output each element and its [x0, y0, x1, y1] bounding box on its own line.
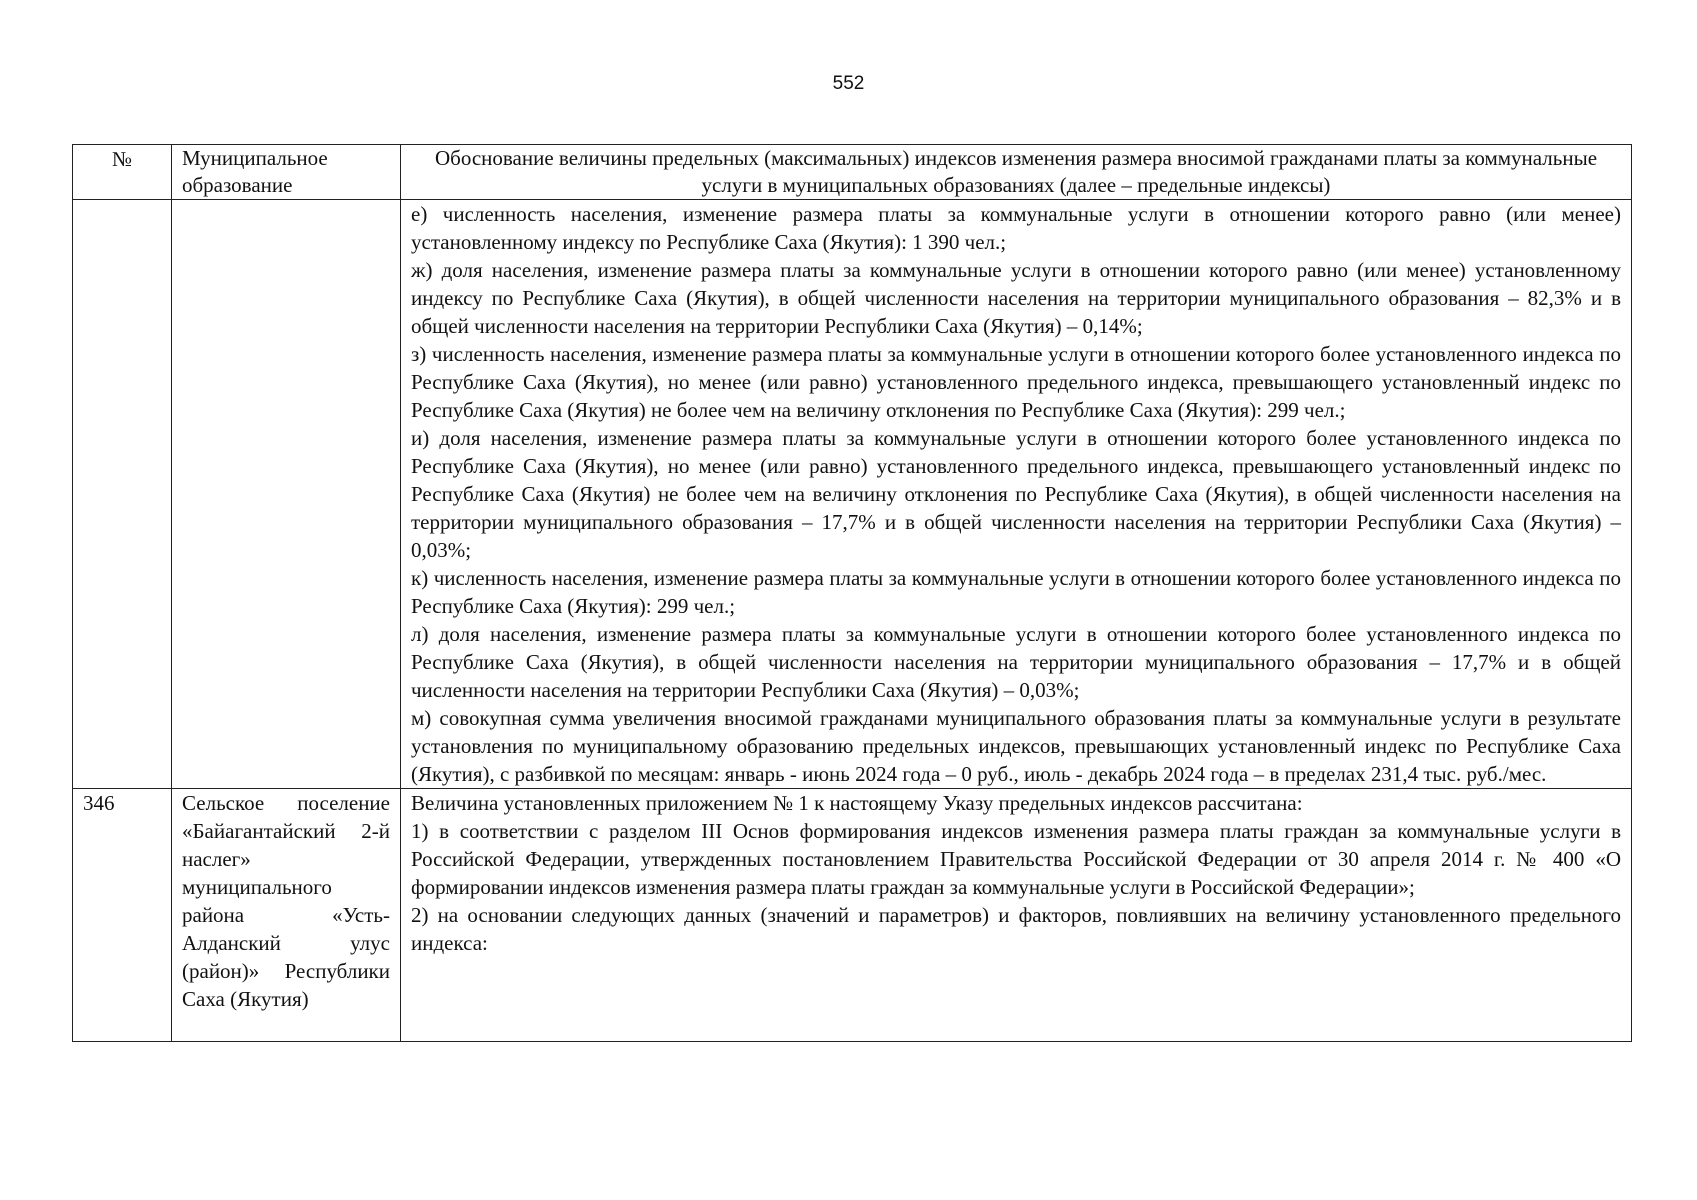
justification-paragraph: е) численность населения, изменение размера платы за коммунальные услуги в отношении которого равно (или менее) установленному индексу по Республике Саха (Якутия): 1 390 чел.;	[411, 202, 1621, 254]
justification-paragraph: з) численность населения, изменение размера платы за коммунальные услуги в отношении которого более установленного индекса по Республике Саха (Якутия), но менее (или равно) установленного предельного индекса, превышающего установленный индекс по Республике Саха (Якутия) не более чем на величину отклонения по Республике Саха (Якутия): 299 чел.;	[411, 342, 1621, 422]
justification-paragraph: и) доля населения, изменение размера платы за коммунальные услуги в отношении которого более установленного индекса по Республике Саха (Якутия), но менее (или равно) установленного предельного индекса, превышающего установленный индекс по Республике Саха (Якутия) не более чем на величину отклонения по Республике Саха (Якутия), в общей численности населения на территории муниципального образования – 17,7% и в общей численности населения на территории Республики Саха (Якутия) – 0,03%;	[411, 426, 1621, 562]
justification-table	[72, 144, 1632, 1042]
header-number: №	[73, 145, 172, 200]
justification-paragraph: к) численность населения, изменение размера платы за коммунальные услуги в отношении которого более установленного индекса по Республике Саха (Якутия): 299 чел.;	[411, 566, 1621, 618]
row-municipality	[172, 200, 401, 789]
row-number: 346	[73, 789, 172, 1042]
row-justification	[401, 200, 1632, 789]
table-row	[73, 789, 1632, 1042]
justification-paragraph: 1) в соответствии с разделом III Основ формирования индексов изменения размера платы граждан за коммунальные услуги в Российской Федерации, утвержденных постановлением Правительства Российской Федерации от 30 апреля 2014 г. № 400 «О формировании индексов изменения размера платы граждан за коммунальные услуги в Российской Федерации»;	[411, 819, 1621, 899]
justification-paragraph: л) доля населения, изменение размера платы за коммунальные услуги в отношении которого более установленного индекса по Республике Саха (Якутия), в общей численности населения на территории муниципального образования – 17,7% и в общей численности населения на территории Республики Саха (Якутия) – 0,03%;	[411, 622, 1621, 702]
justification-paragraph: м) совокупная сумма увеличения вносимой гражданами муниципального образования платы за коммунальные услуги в результате установления по муниципальному образованию предельных индексов, превышающих установленный индекс по Республике Саха (Якутия), с разбивкой по месяцам: январь - июнь 2024 года – 0 руб., июль - декабрь 2024 года – в пределах 231,4 тыс. руб./мес.	[411, 706, 1621, 786]
justification-paragraph: ж) доля населения, изменение размера платы за коммунальные услуги в отношении которого равно (или менее) установленному индексу по Республике Саха (Якутия), в общей численности населения на территории муниципального образования – 82,3% и в общей численности населения на территории Республики Саха (Якутия) – 0,14%;	[411, 258, 1621, 338]
justification-paragraph: 2) на основании следующих данных (значений и параметров) и факторов, повлиявших на величину установленного предельного индекса:	[411, 903, 1621, 955]
row-justification	[401, 789, 1632, 1042]
header-municipality: Муниципальное образование	[172, 145, 401, 200]
row-number	[73, 200, 172, 789]
table-header-row	[73, 145, 1632, 200]
row-municipality: Сельское поселение «Байагантайский 2-й наслег» муниципального района «Усть-Алданский улус (район)» Республики Саха (Якутия)	[172, 789, 401, 1042]
header-justification: Обоснование величины предельных (максимальных) индексов изменения размера вносимой гражданами платы за коммунальные услуги в муниципальных образованиях (далее – предельные индексы)	[401, 145, 1632, 200]
justification-paragraph: Величина установленных приложением № 1 к настоящему Указу предельных индексов рассчитана:	[411, 791, 1303, 815]
page-number: 552	[832, 73, 865, 94]
table-row	[73, 200, 1632, 789]
